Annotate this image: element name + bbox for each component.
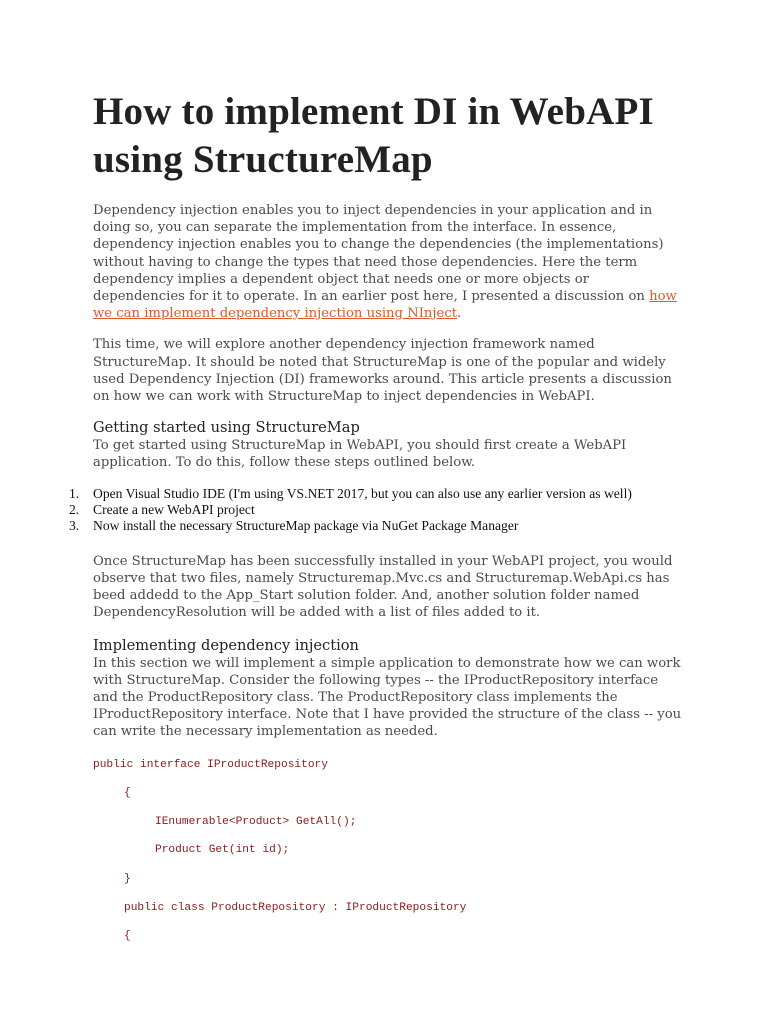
code-line: { bbox=[124, 787, 131, 800]
title-line-1: How to implement DI in WebAPI bbox=[93, 90, 654, 133]
list-number: 2. bbox=[69, 502, 80, 518]
structuremap-intro-paragraph: This time, we will explore another dependency injection framework named StructureMap. It should be noted that StructureMap is one of the popular and widely used Dependency Injection (DI) frameworks around. This article presents a discussion on how we can work with StructureMap to inject dependencies in WebAPI. bbox=[93, 337, 672, 405]
list-item bbox=[69, 502, 683, 518]
code-line: public interface IProductRepository bbox=[93, 758, 328, 771]
list-item bbox=[69, 518, 683, 534]
section-heading-implementing-di: Implementing dependency injection bbox=[93, 636, 359, 654]
article-title bbox=[93, 88, 683, 184]
steps-list bbox=[69, 485, 683, 535]
code-line: } bbox=[124, 873, 131, 886]
list-text: Now install the necessary StructureMap package via NuGet Package Manager bbox=[93, 518, 519, 534]
installation-result-paragraph: Once StructureMap has been successfully installed in your WebAPI project, you would observe that two files, namely Structuremap.Mvc.cs and Structuremap.WebApi.cs has beed addedd to the App_Start solution folder. And, another solution folder named DependencyResolution will be added with a list of files added to it. bbox=[93, 553, 673, 621]
code-line: IEnumerable<Product> GetAll(); bbox=[155, 815, 357, 828]
list-item bbox=[69, 485, 683, 502]
ninject-article-link[interactable]: how we can implement dependency injection using NInject bbox=[93, 289, 677, 322]
section-heading-getting-started: Getting started using StructureMap bbox=[93, 419, 360, 437]
list-text: Create a new WebAPI project bbox=[93, 502, 255, 518]
implementing-di-paragraph: In this section we will implement a simple application to demonstrate how we can work with StructureMap. Consider the following types -- the IProductRepository interface and the ProductRepository class. The ProductRepository class implements the IProductRepository interface. Note that I have provided the structure of the class -- you can write the necessary implementation as needed. bbox=[93, 655, 682, 740]
code-line: Product Get(int id); bbox=[155, 844, 290, 857]
list-number: 1. bbox=[69, 485, 80, 501]
list-text: Open Visual Studio IDE (I'm using VS.NET 2017, but you can also use any earlier version as well) bbox=[93, 485, 632, 501]
intro-text: Dependency injection enables you to inject dependencies in your application and in doing so, you can separate the implementation from the interface. In essence, dependency injection enables you to change the dependencies (the implementations) without having to change the types that need those dependencies. Here the term dependency implies a dependent object that needs one or more objects or dependencies for it to operate. In an earlier post here, I presented a discussion on bbox=[93, 203, 664, 305]
getting-started-paragraph: To get started using StructureMap in WebAPI, you should first create a WebAPI application. To do this, follow these steps outlined below. bbox=[93, 438, 627, 471]
title-line-2: using StructureMap bbox=[93, 138, 433, 181]
intro-paragraph bbox=[93, 202, 683, 322]
article bbox=[69, 88, 683, 957]
intro-period: . bbox=[457, 306, 462, 322]
code-block bbox=[93, 757, 683, 957]
code-line: { bbox=[124, 930, 131, 943]
list-number: 3. bbox=[69, 518, 80, 534]
code-line: public class ProductRepository : IProductRepository bbox=[124, 901, 467, 914]
